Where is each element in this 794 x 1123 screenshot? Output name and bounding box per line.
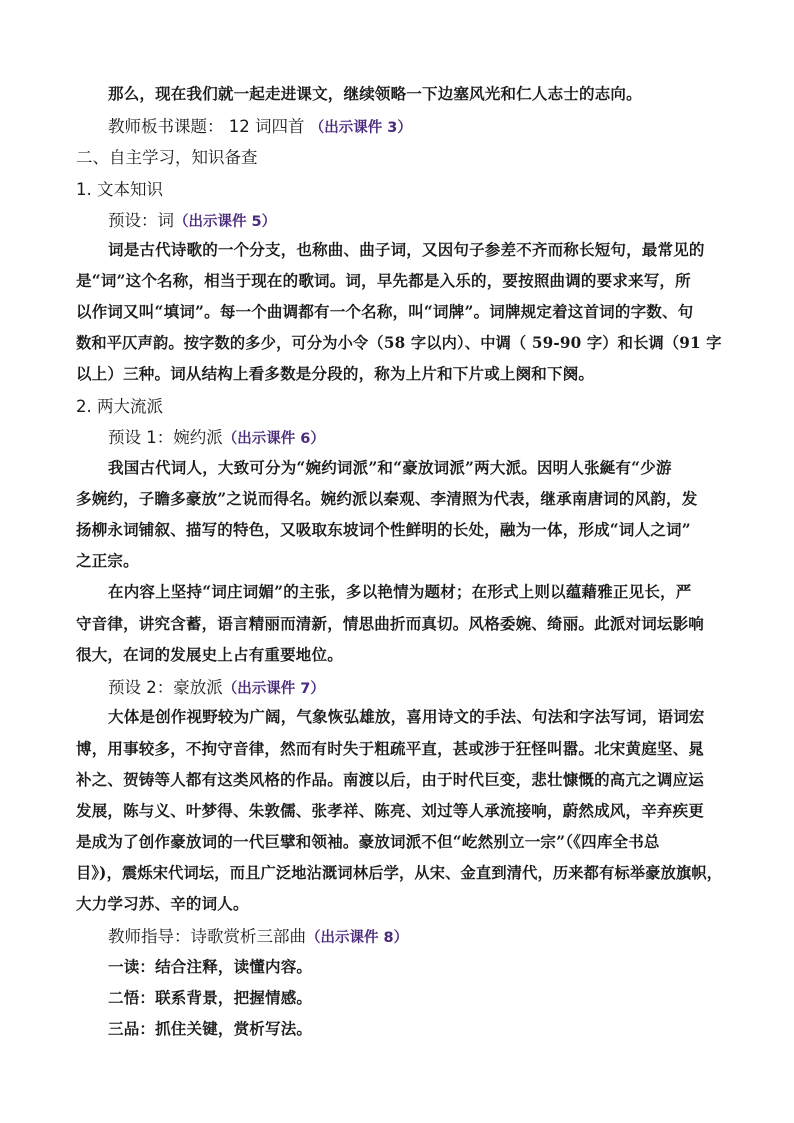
step-appreciate: 三品：抓住关键，赏析写法。 — [108, 1019, 313, 1038]
ci-paragraph-line-5: 以上）三种。词从结构上看多数是分段的，称为上片和下片或上阕和下阕。 — [76, 364, 595, 383]
wanyue-paragraph-line-4: 之正宗。 — [76, 551, 139, 570]
wanyue-content-line-3: 很大，在词的发展史上占有重要地位。 — [76, 645, 343, 664]
wanyue-paragraph-line-1: 我国古代词人，大致可分为“婉约词派”和“豪放词派”两大派。因明人张綖有“少游 — [108, 458, 672, 477]
haofang-paragraph-line-2: 博，用事较多，不拘守音律，然而有时失于粗疏平直，甚或涉于狂怪叫嚣。北宋黄庭坚、晁 — [76, 739, 705, 758]
wanyue-paragraph-line-3: 扬柳永词铺叙、描写的特色，又吸取东坡词个性鲜明的长处，融为一体，形成“词人之词” — [76, 520, 691, 539]
subheading-text-knowledge: 1. 文本知识 — [76, 180, 163, 199]
section-heading-self-study: 二、自主学习，知识备查 — [76, 148, 258, 167]
board-title-text: 教师板书课题： 12 词四首 — [108, 117, 310, 136]
step-read: 一读：结合注释，读懂内容。 — [108, 957, 313, 976]
ci-paragraph-line-1: 词是古代诗歌的一个分支，也称曲、曲子词，又因句子参差不齐而称长短句，最常见的 — [108, 240, 705, 259]
haofang-paragraph-line-4: 发展，陈与义、叶梦得、朱敦儒、张孝祥、陈亮、刘过等人承流接响，蔚然成风，辛弃疾更 — [76, 801, 705, 820]
step-understand: 二悟：联系背景，把握情感。 — [108, 988, 313, 1007]
haofang-paragraph-line-5: 是成为了创作豪放词的一代巨擘和领袖。豪放词派不但“屹然别立一宗”（《四库全书总 — [76, 832, 660, 851]
subheading-two-schools: 2. 两大流派 — [76, 397, 163, 416]
courseware-ref-3: （出示课件 3） — [309, 120, 412, 136]
preset-haofang-label: 预设 2：豪放派 — [108, 678, 223, 697]
ci-paragraph-line-3: 以作词又叫“填词”。每一个曲调都有一个名称，叫“词牌”。词牌规定着这首词的字数、句 — [76, 302, 694, 321]
wanyue-content-line-2: 守音律，讲究含蓄，语言精丽而清新，情思曲折而真切。风格委婉、绮丽。此派对词坛影响 — [76, 614, 705, 633]
haofang-paragraph-line-1: 大体是创作视野较为广阔，气象恢弘雄放，喜用诗文的手法、句法和字法写词，语词宏 — [108, 707, 705, 726]
courseware-ref-7: （出示课件 7） — [222, 681, 325, 697]
teacher-guidance-label: 教师指导：诗歌赏析三部曲 — [108, 927, 306, 946]
preset-ci-line — [108, 207, 276, 231]
haofang-paragraph-line-7: 大力学习苏、辛的词人。 — [76, 894, 249, 913]
preset-wanyue-line — [108, 424, 325, 448]
haofang-paragraph-line-3: 补之、贺铸等人都有这类风格的作品。南渡以后，由于时代巨变，悲壮慷慨的高亢之调应运 — [76, 770, 705, 789]
preset-wanyue-label: 预设 1：婉约派 — [108, 428, 223, 447]
intro-sentence: 那么，现在我们就一起走进课文，继续领略一下边塞风光和仁人志士的志向。 — [108, 84, 642, 103]
teacher-guidance-line — [108, 923, 408, 947]
board-title-line — [108, 113, 412, 137]
wanyue-paragraph-line-2: 多婉约，子瞻多豪放”之说而得名。婉约派以秦观、李清照为代表，继承南唐词的风韵，发 — [76, 489, 698, 508]
courseware-ref-5: （出示课件 5） — [174, 214, 277, 230]
courseware-ref-8: （出示课件 8） — [306, 930, 409, 946]
ci-paragraph-line-4: 数和平仄声韵。按字数的多少，可分为小令（58 字以内）、中调（ 59-90 字）和长调（91 字 — [76, 333, 722, 352]
preset-haofang-line — [108, 674, 325, 698]
haofang-paragraph-line-6: 目》)，震烁宋代词坛，而且广泛地沾溉词林后学，从宋、金直到清代，历来都有标举豪放旗帜， — [76, 863, 723, 882]
ci-paragraph-line-2: 是“词”这个名称，相当于现在的歌词。词，早先都是入乐的，要按照曲调的要求来写，所 — [76, 271, 691, 290]
wanyue-content-line-1: 在内容上坚持“词庄词媚”的主张，多以艳情为题材；在形式上则以蕴藉雅正见长，严 — [108, 582, 692, 601]
courseware-ref-6: （出示课件 6） — [222, 431, 325, 447]
preset-ci-label: 预设：词 — [108, 211, 174, 230]
